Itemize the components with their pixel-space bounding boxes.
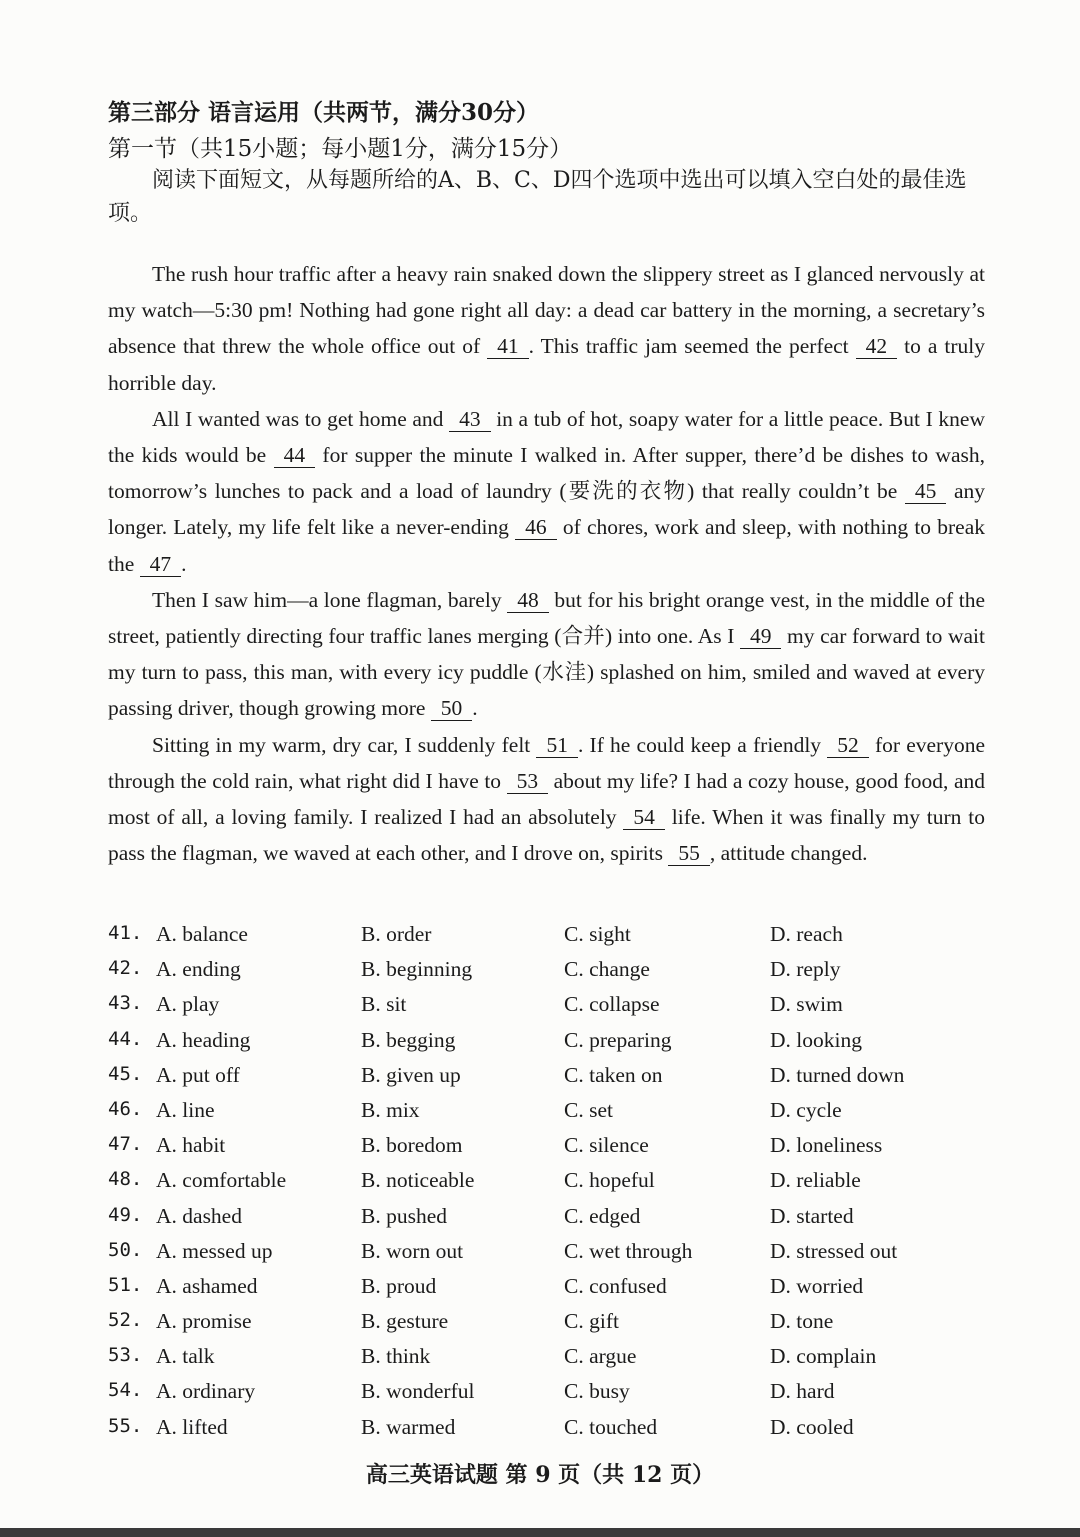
section-title: 第一节（共15小题；每小题1分，满分15分）	[108, 136, 573, 162]
option-d: D. turned down	[770, 1062, 905, 1087]
blank-55: 55	[668, 841, 710, 866]
passage-text: for supper the minute I walked in. After supper, there’d be dishes to wash, tomorrow’s lunches to pack and a load of laundry (要洗的衣物) that really couldn’t be	[108, 443, 985, 504]
passage-text: . This traffic jam seemed the perfect	[528, 334, 856, 359]
passage-text: any longer. Lately, my life felt like a never-ending	[108, 479, 985, 540]
option-c: C. preparing	[564, 1027, 672, 1052]
option-a: A. habit	[156, 1133, 226, 1158]
option-a: A. promise	[156, 1309, 252, 1334]
passage-text: about my life? I had a cozy house, good food, and most of all, a loving family. I realized I had an absolutely	[108, 768, 985, 830]
passage-text: The rush hour traffic after a heavy rain snaked down the slippery street as I glanced nervously at my watch—5:30 pm! Nothing had gone right all day: a dead car battery in the morning, a secretary’s absence that threw the whole office out of	[108, 262, 985, 359]
option-a: A. ashamed	[156, 1273, 258, 1298]
paragraph-2	[108, 401, 985, 582]
option-b: B. sit	[361, 992, 407, 1017]
question-number: 43.	[108, 992, 143, 1015]
option-c: C. hopeful	[564, 1168, 655, 1193]
option-row	[108, 1061, 988, 1096]
question-number: 42.	[108, 957, 143, 980]
option-c: C. edged	[564, 1203, 641, 1228]
question-number: 49.	[108, 1203, 143, 1226]
option-b: B. warmed	[361, 1414, 456, 1439]
blank-48: 48	[507, 588, 549, 613]
bottom-bar	[0, 1528, 1080, 1537]
question-number: 45.	[108, 1062, 143, 1085]
passage-text: life. When it was finally my turn to pass the flagman, we waved at each other, and I drove on, spirits	[108, 805, 985, 866]
blank-41: 41	[487, 334, 529, 359]
option-c: C. busy	[564, 1379, 630, 1404]
question-number: 53.	[108, 1344, 143, 1367]
option-row	[108, 1272, 988, 1307]
passage-text: All I wanted was to get home and	[152, 406, 450, 431]
option-d: D. started	[770, 1203, 854, 1228]
question-number: 54.	[108, 1379, 143, 1402]
page-footer: 高三英语试题 第 9 页（共 12 页）	[365, 1462, 715, 1488]
option-b: B. noticeable	[361, 1168, 475, 1193]
option-d: D. hard	[770, 1379, 835, 1404]
option-row	[108, 1096, 988, 1131]
passage-text: . If he could keep a friendly	[577, 732, 828, 757]
option-row	[108, 1237, 988, 1272]
option-c: C. touched	[564, 1414, 658, 1439]
blank-52: 52	[827, 733, 869, 758]
option-row	[108, 955, 988, 990]
option-c: C. change	[564, 957, 650, 982]
option-a: A. put off	[156, 1062, 240, 1087]
option-d: D. reply	[770, 957, 841, 982]
option-d: D. stressed out	[770, 1238, 898, 1263]
blank-45: 45	[905, 479, 947, 504]
option-d: D. reach	[770, 922, 843, 946]
question-number: 47.	[108, 1133, 143, 1156]
option-d: D. swim	[770, 992, 843, 1017]
paragraph-1	[108, 256, 985, 401]
passage-text: my car forward to wait my turn to pass, this man, with every icy puddle (水洼) splashed on him, smiled and waved at every passing driver, though growing more	[108, 624, 985, 721]
passage-text: for everyone through the cold rain, what right did I have to	[108, 732, 985, 793]
passage-text: , attitude changed.	[709, 841, 868, 866]
question-number: 48.	[108, 1168, 143, 1191]
option-b: B. order	[361, 922, 432, 946]
part-title: 第三部分 语言运用（共两节，满分30分）	[108, 99, 540, 126]
option-b: B. think	[361, 1344, 431, 1369]
passage-text: but for his bright orange vest, in the middle of the street, patiently directing four traffic lanes merging (合并) into one. As I	[108, 587, 985, 649]
passage-text: of chores, work and sleep, with nothing to break the	[108, 515, 985, 576]
blank-51: 51	[536, 733, 578, 758]
blank-53: 53	[507, 769, 549, 794]
paragraph-3	[108, 582, 985, 727]
blank-49: 49	[740, 624, 782, 649]
question-number: 44.	[108, 1027, 143, 1050]
blank-47: 47	[140, 552, 182, 577]
question-number: 41.	[108, 922, 143, 944]
option-a: A. balance	[156, 922, 248, 946]
option-d: D. complain	[770, 1344, 877, 1369]
option-row	[108, 1307, 988, 1342]
option-b: B. gesture	[361, 1309, 449, 1334]
option-row	[108, 1131, 988, 1166]
option-a: A. ordinary	[156, 1379, 256, 1404]
option-row	[108, 920, 988, 955]
option-row	[108, 1377, 988, 1412]
passage-text: in a tub of hot, soapy water for a little peace. But I knew the kids would be	[108, 406, 986, 468]
option-d: D. looking	[770, 1027, 862, 1052]
option-row	[108, 1026, 988, 1061]
option-b: B. proud	[361, 1273, 437, 1298]
option-c: C. confused	[564, 1273, 667, 1298]
question-number: 50.	[108, 1238, 143, 1261]
option-d: D. cycle	[770, 1097, 842, 1122]
passage-text: Sitting in my warm, dry car, I suddenly felt	[152, 732, 537, 757]
option-c: C. taken on	[564, 1062, 663, 1087]
answer-options	[108, 920, 988, 1448]
option-a: A. lifted	[156, 1414, 228, 1439]
question-number: 51.	[108, 1273, 143, 1296]
option-d: D. reliable	[770, 1168, 861, 1193]
question-number: 46.	[108, 1097, 143, 1120]
blank-42: 42	[856, 334, 898, 359]
option-c: C. collapse	[564, 992, 660, 1017]
option-b: B. given up	[361, 1062, 461, 1087]
option-d: D. cooled	[770, 1414, 854, 1439]
option-a: A. ending	[156, 957, 241, 982]
option-row	[108, 990, 988, 1025]
option-a: A. talk	[156, 1344, 215, 1369]
option-a: A. play	[156, 992, 220, 1017]
option-row	[108, 1342, 988, 1377]
option-b: B. begging	[361, 1027, 456, 1052]
option-d: D. worried	[770, 1273, 864, 1298]
option-a: A. dashed	[156, 1203, 242, 1228]
blank-46: 46	[515, 515, 557, 540]
option-d: D. tone	[770, 1309, 834, 1334]
cloze-passage	[108, 256, 985, 871]
question-number: 55.	[108, 1414, 143, 1437]
option-b: B. mix	[361, 1097, 420, 1122]
blank-50: 50	[431, 696, 473, 721]
paragraph-4	[108, 727, 985, 872]
option-c: C. silence	[564, 1133, 649, 1158]
option-d: D. loneliness	[770, 1133, 883, 1158]
option-c: C. wet through	[564, 1238, 693, 1263]
option-row	[108, 1166, 988, 1201]
option-a: A. messed up	[156, 1238, 273, 1263]
instruction: 阅读下面短文，从每题所给的A、B、C、D四个选项中选出可以填入空白处的最佳选项。	[108, 168, 967, 226]
option-c: C. sight	[564, 922, 631, 946]
option-c: C. set	[564, 1097, 613, 1122]
option-row	[108, 1413, 988, 1448]
passage-text: to a truly horrible day.	[108, 334, 985, 395]
option-b: B. pushed	[361, 1203, 447, 1228]
passage-text: .	[181, 551, 187, 576]
option-a: A. heading	[156, 1027, 251, 1052]
passage-text: .	[472, 696, 478, 721]
blank-54: 54	[623, 805, 665, 830]
option-b: B. beginning	[361, 957, 473, 982]
option-b: B. worn out	[361, 1238, 464, 1263]
option-row	[108, 1202, 988, 1237]
passage-text: Then I saw him—a lone flagman, barely	[152, 587, 508, 612]
option-c: C. gift	[564, 1309, 619, 1334]
option-a: A. comfortable	[156, 1168, 287, 1193]
question-number: 52.	[108, 1309, 143, 1332]
option-b: B. wonderful	[361, 1379, 475, 1404]
blank-44: 44	[274, 443, 316, 468]
blank-43: 43	[449, 407, 491, 432]
option-c: C. argue	[564, 1344, 637, 1369]
option-a: A. line	[156, 1097, 215, 1122]
option-b: B. boredom	[361, 1133, 463, 1158]
